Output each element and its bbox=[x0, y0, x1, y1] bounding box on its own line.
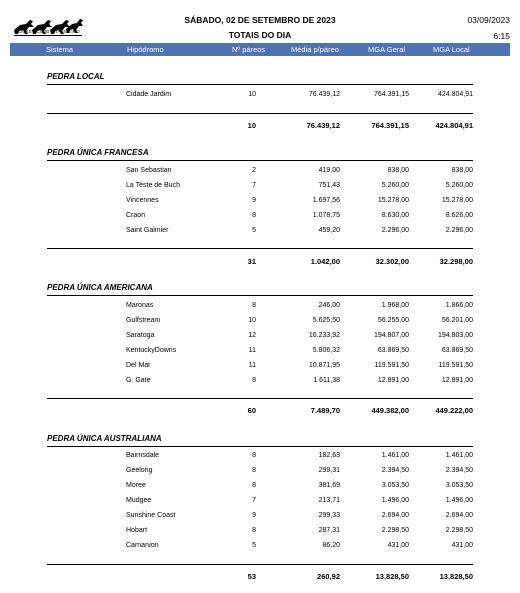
col-hipodromo: Hipódromo bbox=[127, 45, 164, 54]
cell-mga-local: 56.201,00 bbox=[441, 317, 473, 324]
section-title: PEDRA ÚNICA FRANCESA bbox=[47, 148, 149, 157]
total-mga-geral: 449.382,00 bbox=[371, 406, 409, 415]
cell-mga-geral: 2.694,00 bbox=[381, 512, 409, 519]
total-media: 1.042,00 bbox=[310, 257, 340, 266]
cell-mga-local: 2.298,50 bbox=[445, 527, 473, 534]
cell-mga-geral: 194.807,00 bbox=[373, 332, 409, 339]
cell-media: 213,71 bbox=[318, 497, 340, 504]
cell-media: 419,00 bbox=[318, 167, 340, 174]
cell-mga-geral: 12.891,00 bbox=[377, 377, 409, 384]
col-sistema: Sistema bbox=[46, 45, 74, 54]
cell-media: 1.078,75 bbox=[312, 212, 340, 219]
cell-npareos: 5 bbox=[252, 542, 256, 549]
cell-hipodromo: Vincennes bbox=[126, 197, 159, 204]
total-media: 76.439,12 bbox=[306, 121, 340, 130]
cell-hipodromo: Saratoga bbox=[126, 332, 155, 339]
total-rule bbox=[47, 248, 473, 249]
total-mga-local: 424.804,91 bbox=[435, 121, 473, 130]
cell-media: 1.697,56 bbox=[312, 197, 340, 204]
cell-hipodromo: KentuckyDowns bbox=[126, 347, 177, 354]
cell-media: 381,69 bbox=[318, 482, 340, 489]
total-mga-local: 32.298,00 bbox=[439, 257, 473, 266]
section-rule bbox=[47, 446, 473, 447]
cell-npareos: 10 bbox=[248, 317, 256, 324]
cell-mga-geral: 764.391,15 bbox=[373, 91, 409, 98]
cell-hipodromo: Mudgee bbox=[126, 497, 152, 504]
cell-npareos: 8 bbox=[252, 212, 256, 219]
cell-hipodromo: Cidade Jardim bbox=[126, 91, 172, 98]
total-mga-local: 449.222,00 bbox=[435, 406, 473, 415]
cell-npareos: 8 bbox=[252, 452, 256, 459]
cell-media: 287,31 bbox=[318, 527, 340, 534]
cell-media: 299,33 bbox=[318, 512, 340, 519]
section-rule bbox=[47, 160, 473, 161]
total-mga-geral: 764.391,15 bbox=[371, 121, 409, 130]
logo-text: JOCKEY CLUB BRASILEIRO bbox=[16, 29, 80, 34]
cell-hipodromo: Saint Galmier bbox=[126, 227, 169, 234]
cell-npareos: 7 bbox=[252, 497, 256, 504]
cell-mga-geral: 2.298,50 bbox=[381, 527, 409, 534]
cell-mga-local: 194.803,00 bbox=[437, 332, 473, 339]
total-npareos: 53 bbox=[247, 572, 256, 581]
total-rule bbox=[47, 398, 473, 399]
cell-npareos: 9 bbox=[252, 197, 256, 204]
cell-mga-geral: 119.591,50 bbox=[374, 362, 409, 369]
cell-npareos: 8 bbox=[252, 527, 256, 534]
cell-hipodromo: Del Mar bbox=[126, 362, 151, 369]
cell-media: 182,63 bbox=[318, 452, 340, 459]
cell-hipodromo: La Teste de Buch bbox=[126, 182, 180, 189]
cell-npareos: 7 bbox=[252, 182, 256, 189]
cell-hipodromo: San Sebastian bbox=[126, 167, 172, 174]
cell-mga-local: 424.804,91 bbox=[437, 91, 473, 98]
total-npareos: 31 bbox=[247, 257, 256, 266]
cell-mga-local: 2.694,00 bbox=[445, 512, 473, 519]
cell-mga-local: 15.278,00 bbox=[441, 197, 473, 204]
total-rule bbox=[47, 113, 473, 114]
cell-mga-geral: 63.869,50 bbox=[377, 347, 409, 354]
cell-mga-local: 431,00 bbox=[451, 542, 473, 549]
report-time: 6:15 bbox=[493, 31, 510, 41]
col-mga-geral: MGA Geral bbox=[368, 45, 406, 54]
cell-media: 751,43 bbox=[318, 182, 340, 189]
cell-hipodromo: Hobart bbox=[126, 527, 148, 534]
cell-media: 459,20 bbox=[318, 227, 340, 234]
cell-mga-geral: 838,00 bbox=[387, 167, 409, 174]
cell-mga-local: 838,00 bbox=[451, 167, 473, 174]
cell-media: 10.871,95 bbox=[308, 362, 340, 369]
cell-mga-local: 8.626,00 bbox=[445, 212, 473, 219]
section-rule bbox=[47, 84, 473, 85]
cell-npareos: 12 bbox=[248, 332, 256, 339]
cell-npareos: 5 bbox=[252, 227, 256, 234]
cell-media: 299,31 bbox=[318, 467, 340, 474]
total-mga-local: 13.828,50 bbox=[439, 572, 473, 581]
cell-hipodromo: Moree bbox=[126, 482, 146, 489]
cell-mga-geral: 3.053,50 bbox=[381, 482, 409, 489]
cell-mga-local: 12.891,00 bbox=[441, 377, 473, 384]
cell-media: 5.625,50 bbox=[312, 317, 340, 324]
cell-hipodromo: Gulfstream bbox=[126, 317, 161, 324]
section-title: PEDRA LOCAL bbox=[47, 72, 105, 81]
cell-hipodromo: Carnarvon bbox=[126, 542, 159, 549]
cell-npareos: 8 bbox=[252, 482, 256, 489]
cell-mga-geral: 2.394,50 bbox=[381, 467, 409, 474]
total-rule bbox=[47, 564, 473, 565]
column-header-bar bbox=[10, 43, 510, 56]
cell-media: 86,20 bbox=[322, 542, 340, 549]
cell-mga-geral: 2.296,00 bbox=[381, 227, 409, 234]
cell-npareos: 8 bbox=[252, 377, 256, 384]
report-date: 03/09/2023 bbox=[467, 15, 510, 25]
cell-hipodromo: G. Gate bbox=[126, 377, 151, 384]
cell-mga-geral: 1.968,00 bbox=[381, 302, 409, 309]
cell-media: 76.439,12 bbox=[308, 91, 340, 98]
total-mga-geral: 13.828,50 bbox=[375, 572, 409, 581]
cell-mga-geral: 15.278,00 bbox=[377, 197, 409, 204]
cell-media: 5.806,32 bbox=[312, 347, 340, 354]
section-rule bbox=[47, 295, 473, 296]
cell-mga-local: 3.053,50 bbox=[445, 482, 473, 489]
cell-hipodromo: Sunshine Coast bbox=[126, 512, 176, 519]
col-npareos: Nº páreos bbox=[232, 45, 266, 54]
cell-mga-geral: 5.260,00 bbox=[381, 182, 409, 189]
cell-hipodromo: Craon bbox=[126, 212, 146, 219]
total-media: 260,92 bbox=[317, 572, 340, 581]
cell-mga-local: 5.260,00 bbox=[445, 182, 473, 189]
cell-mga-local: 2.296,00 bbox=[445, 227, 473, 234]
cell-media: 246,00 bbox=[318, 302, 340, 309]
cell-mga-geral: 56.255,00 bbox=[377, 317, 409, 324]
cell-npareos: 8 bbox=[252, 302, 256, 309]
cell-npareos: 9 bbox=[252, 512, 256, 519]
cell-hipodromo: Maronas bbox=[126, 302, 154, 309]
cell-npareos: 11 bbox=[248, 362, 256, 369]
section-title: PEDRA ÚNICA AUSTRALIANA bbox=[47, 434, 162, 443]
cell-mga-local: 1.461,00 bbox=[445, 452, 473, 459]
section-title: PEDRA ÚNICA AMERICANA bbox=[47, 283, 153, 292]
total-media: 7.489,70 bbox=[310, 406, 340, 415]
cell-mga-local: 63.869,50 bbox=[441, 347, 473, 354]
report-title: SÁBADO, 02 DE SETEMBRO DE 2023 bbox=[184, 15, 336, 25]
cell-media: 1.611,38 bbox=[313, 377, 340, 384]
cell-media: 16.233,92 bbox=[308, 332, 340, 339]
cell-mga-geral: 8.630,00 bbox=[381, 212, 409, 219]
cell-npareos: 11 bbox=[248, 347, 256, 354]
cell-mga-local: 2.394,50 bbox=[445, 467, 473, 474]
total-npareos: 10 bbox=[247, 121, 256, 130]
cell-hipodromo: Geelong bbox=[126, 467, 153, 474]
cell-npareos: 2 bbox=[252, 167, 256, 174]
total-npareos: 60 bbox=[247, 406, 256, 415]
cell-mga-geral: 1.461,00 bbox=[381, 452, 409, 459]
cell-mga-local: 1.866,00 bbox=[445, 302, 473, 309]
cell-hipodromo: Bairnsdale bbox=[126, 452, 160, 459]
col-mga-local: MGA Local bbox=[433, 45, 470, 54]
total-mga-geral: 32.302,00 bbox=[375, 257, 409, 266]
cell-mga-geral: 1.496,00 bbox=[381, 497, 409, 504]
cell-mga-local: 119.591,50 bbox=[438, 362, 473, 369]
cell-mga-geral: 431,00 bbox=[387, 542, 409, 549]
col-media: Média p/páreo bbox=[291, 45, 339, 54]
cell-npareos: 10 bbox=[248, 91, 256, 98]
cell-mga-local: 1.496,00 bbox=[445, 497, 473, 504]
cell-npareos: 8 bbox=[252, 467, 256, 474]
report-subtitle: TOTAIS DO DIA bbox=[228, 30, 292, 40]
